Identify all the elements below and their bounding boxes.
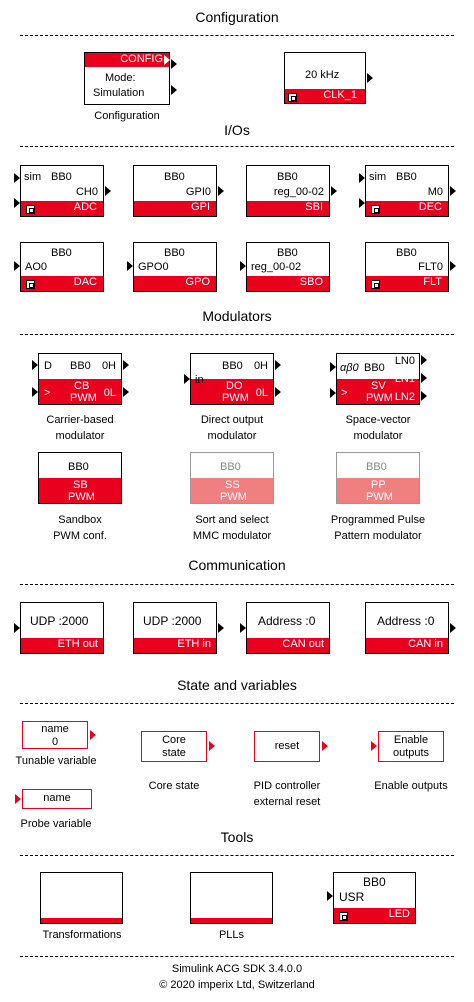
enable-outputs-input-port-icon <box>371 741 377 751</box>
sbi-board-label: BB0 <box>277 171 298 183</box>
flt-output-port-icon <box>450 261 456 271</box>
pp-pwm-label: PWM <box>366 491 393 503</box>
enable-outputs-line1: Enable <box>393 734 429 746</box>
core-state-line1: Core <box>162 734 186 746</box>
sv-out-ln1: LN1 <box>394 373 415 385</box>
dec-output-port-icon <box>450 186 456 196</box>
can-out-input-port-icon <box>240 623 246 633</box>
do-caption <box>172 412 292 444</box>
core-state-line2: state <box>162 747 186 759</box>
ss-board-label: BB0 <box>220 461 241 473</box>
dac-channel-label: AO0 <box>25 261 48 273</box>
cb-block[interactable] <box>38 353 122 405</box>
tunable-name: name <box>41 723 69 735</box>
do-out-high: 0H <box>253 360 268 372</box>
gpi-bar-label: GPI <box>191 201 210 213</box>
sv-input-label: αβ0 <box>340 362 359 374</box>
clk-freq-label: 20 kHz <box>305 69 340 81</box>
sbo-board-label: BB0 <box>277 247 298 259</box>
do-input-port-icon <box>184 374 190 384</box>
pp-caption-line2: Pattern modulator <box>334 530 422 542</box>
pp-type-label: PP <box>371 479 386 491</box>
adc-block[interactable] <box>20 165 104 217</box>
config-output-port-icon <box>164 55 170 65</box>
sbi-bar <box>247 201 329 216</box>
flt-block[interactable] <box>365 242 449 292</box>
can-in-bar <box>366 638 448 653</box>
sv-out-ln0: LN0 <box>394 355 415 367</box>
sv-pwm-label: PWM <box>366 392 393 404</box>
eth-out-bar-label: ETH out <box>57 638 98 650</box>
can-in-block[interactable] <box>365 602 449 654</box>
sb-pwm-label: PWM <box>68 491 95 503</box>
cb-output-port-icon <box>123 360 129 370</box>
section-title-ios: I/Os <box>224 122 250 138</box>
eth-out-bar <box>21 638 103 653</box>
pid-reset-caption-line1: PID controller <box>253 780 321 792</box>
gpi-bar <box>134 201 216 216</box>
cb-type-label: CB <box>74 380 90 392</box>
pp-block[interactable] <box>336 452 420 504</box>
section-divider <box>20 956 454 957</box>
core-state-caption: Core state <box>148 780 200 792</box>
sbo-input-port-icon <box>240 261 246 271</box>
dac-board-label: BB0 <box>51 247 72 259</box>
section-title-communication: Communication <box>188 557 286 573</box>
led-usr-label: USR <box>339 890 365 904</box>
adc-sim-label: sim <box>24 171 42 183</box>
section-divider <box>20 146 454 147</box>
pp-caption <box>308 512 448 544</box>
gpi-output-port-icon <box>218 186 224 196</box>
core-state-block[interactable] <box>141 731 207 762</box>
config-block[interactable] <box>84 52 170 105</box>
ss-block[interactable] <box>190 452 274 504</box>
library-link-icon <box>371 280 380 289</box>
ss-caption-line2: MMC modulator <box>192 530 272 542</box>
do-caption-line2: modulator <box>207 430 257 442</box>
can-out-label: Address :0 <box>258 614 316 628</box>
probe-caption: Probe variable <box>20 818 92 830</box>
sbo-block[interactable] <box>246 242 330 292</box>
config-caption: Configuration <box>94 110 160 122</box>
do-caption-line1: Direct output <box>200 414 264 426</box>
sbi-block[interactable] <box>246 165 330 217</box>
sv-output-port-icon <box>421 373 427 383</box>
config-bar-label: CONFIG <box>120 53 163 65</box>
enable-outputs-caption: Enable outputs <box>374 780 448 792</box>
dec-input-port-icon <box>359 173 365 183</box>
cb-pwm-label: PWM <box>70 392 97 404</box>
gpo-bar-label: GPO <box>185 276 210 288</box>
library-link-icon <box>288 93 297 102</box>
eth-in-output-port-icon <box>218 623 224 633</box>
sv-input-port-icon <box>330 388 336 398</box>
pid-reset-caption <box>227 778 347 810</box>
sv-caption <box>318 412 438 444</box>
can-in-bar-label: CAN in <box>408 638 443 650</box>
sb-board-label: BB0 <box>68 461 89 473</box>
adc-bar-label: ADC <box>73 201 97 213</box>
library-link-icon <box>26 280 35 289</box>
ss-type-label: SS <box>225 479 240 491</box>
config-bar <box>85 53 169 67</box>
cb-input-port-icon <box>32 360 38 370</box>
sb-caption-line2: PWM conf. <box>53 530 107 542</box>
footer-version: Simulink ACG SDK 3.4.0.0 <box>171 963 303 975</box>
section-title-state: State and variables <box>177 677 297 693</box>
ss-caption-line1: Sort and select <box>195 514 269 526</box>
cb-carrier-port-label: > <box>44 387 51 399</box>
enable-outputs-line2: outputs <box>392 747 430 759</box>
do-out-low: 0L <box>255 387 268 399</box>
plls-bar <box>191 918 272 923</box>
clk-bar-label: CLK_1 <box>323 89 357 101</box>
sb-caption-line1: Sandbox <box>58 514 102 526</box>
sbo-bar-label: SBO <box>299 276 323 288</box>
dec-block[interactable] <box>365 165 449 217</box>
sv-board-label: BB0 <box>364 362 385 374</box>
pid-reset-label: reset <box>274 740 300 752</box>
sbi-output-port-icon <box>331 186 337 196</box>
sv-caption-line2: modulator <box>353 430 403 442</box>
sv-output-port-icon <box>421 355 427 365</box>
probe-variable-block[interactable] <box>22 789 92 809</box>
eth-out-input-port-icon <box>14 623 20 633</box>
library-link-icon <box>339 912 348 921</box>
cb-caption-line1: Carrier-based <box>46 414 114 426</box>
sv-input-port-icon <box>330 362 336 372</box>
do-output-port-icon <box>275 387 281 397</box>
gpi-block[interactable] <box>133 165 217 217</box>
cb-board-label: BB0 <box>70 360 91 372</box>
dec-channel-label: M0 <box>427 186 443 198</box>
dec-sim-label: sim <box>369 171 387 183</box>
gpo-block[interactable] <box>133 242 217 292</box>
cb-duty-label: D <box>44 360 52 372</box>
tunable-caption: Tunable variable <box>15 755 97 767</box>
flt-bar-label: FLT <box>423 276 442 288</box>
adc-board-label: BB0 <box>51 171 72 183</box>
tunable-variable-block[interactable] <box>22 721 88 749</box>
section-title-tools: Tools <box>220 829 254 845</box>
plls-caption: PLLs <box>218 929 245 941</box>
do-input-label: in <box>195 374 204 386</box>
config-mode-value: Simulation <box>93 87 145 99</box>
do-output-port-icon <box>275 360 281 370</box>
cb-out-high: 0H <box>101 360 116 372</box>
gpi-board-label: BB0 <box>164 171 185 183</box>
library-link-icon <box>26 205 35 214</box>
sb-caption <box>20 512 140 544</box>
led-bar-label: LED <box>388 908 410 920</box>
eth-in-bar <box>134 638 216 653</box>
transformations-caption: Transformations <box>42 929 122 941</box>
adc-input-port-icon <box>14 198 20 208</box>
section-divider <box>20 855 454 856</box>
do-board-label: BB0 <box>222 360 243 372</box>
sv-out-ln2: LN2 <box>394 391 415 403</box>
ss-caption <box>172 512 292 544</box>
sv-block[interactable] <box>336 353 420 405</box>
pp-board-label: BB0 <box>366 461 387 473</box>
cb-output-port-icon <box>123 387 129 397</box>
do-pwm-label: PWM <box>222 392 249 404</box>
adc-input-port-icon <box>14 173 20 183</box>
sb-type-label: SB <box>73 479 88 491</box>
adc-channel-label: CH0 <box>75 186 98 198</box>
probe-input-port-icon <box>15 794 21 804</box>
footer-copyright: © 2020 imperix Ltd, Switzerland <box>159 979 315 991</box>
transformations-bar <box>41 918 122 923</box>
eth-out-block[interactable] <box>20 602 104 654</box>
pid-reset-output-port-icon <box>322 741 328 751</box>
cb-caption <box>20 412 140 444</box>
dac-bar-label: DAC <box>73 276 97 288</box>
ss-pwm-label: PWM <box>220 491 247 503</box>
library-link-icon <box>371 205 380 214</box>
config-output-port-icon <box>171 59 177 69</box>
tunable-output-port-icon <box>90 730 96 740</box>
can-in-label: Address :0 <box>377 614 435 628</box>
do-block[interactable] <box>190 353 274 405</box>
can-out-bar <box>247 638 329 653</box>
eth-in-bar-label: ETH in <box>177 638 211 650</box>
sb-block[interactable] <box>38 452 122 504</box>
clk-bar <box>285 89 365 103</box>
led-input-port-icon <box>327 891 333 901</box>
can-out-bar-label: CAN out <box>282 638 324 650</box>
sv-type-label: SV <box>371 380 386 392</box>
eth-out-label: UDP :2000 <box>30 614 89 628</box>
dec-bar-label: DEC <box>418 201 442 213</box>
sbo-bar <box>247 276 329 291</box>
flt-board-label: BB0 <box>396 247 417 259</box>
section-title-configuration: Configuration <box>195 9 279 25</box>
config-output-port-icon <box>171 85 177 95</box>
dac-block[interactable] <box>20 242 104 292</box>
cb-caption-line2: modulator <box>55 430 105 442</box>
flt-channel-label: FLT0 <box>418 261 443 273</box>
can-out-block[interactable] <box>246 602 330 654</box>
dec-board-label: BB0 <box>396 171 417 183</box>
section-divider <box>20 703 454 704</box>
eth-in-label: UDP :2000 <box>143 614 202 628</box>
adc-output-port-icon <box>105 186 111 196</box>
led-board-label: BB0 <box>363 875 386 889</box>
pp-caption-line1: Programmed Pulse <box>330 514 426 526</box>
section-divider <box>20 584 454 585</box>
pid-reset-block[interactable] <box>254 731 320 762</box>
can-in-output-port-icon <box>450 623 456 633</box>
clk-output-port-icon <box>367 73 373 83</box>
cb-input-port-icon <box>32 387 38 397</box>
sbi-channel-label: reg_00-02 <box>273 186 324 198</box>
sbi-bar-label: SBI <box>305 201 323 213</box>
pid-reset-caption-line2: external reset <box>253 796 321 808</box>
do-type-label: DO <box>226 380 243 392</box>
cb-out-low: 0L <box>103 387 116 399</box>
gpo-bar <box>134 276 216 291</box>
sv-carrier-port-label: > <box>341 387 348 399</box>
dec-input-port-icon <box>359 198 365 208</box>
gpo-channel-label: GPO0 <box>138 261 169 273</box>
tunable-value: 0 <box>51 736 59 748</box>
section-divider <box>20 334 454 335</box>
transformations-block[interactable] <box>40 872 123 924</box>
enable-outputs-block[interactable] <box>378 731 444 762</box>
eth-in-block[interactable] <box>133 602 217 654</box>
sv-caption-line1: Space-vector <box>345 414 411 426</box>
gpo-input-port-icon <box>127 261 133 271</box>
core-state-output-port-icon <box>209 741 215 751</box>
gpo-board-label: BB0 <box>164 247 185 259</box>
plls-block[interactable] <box>190 872 273 924</box>
config-mode-label: Mode: <box>105 72 136 84</box>
section-title-modulators: Modulators <box>202 308 272 324</box>
dac-input-port-icon <box>14 261 20 271</box>
clk-block[interactable] <box>284 52 366 104</box>
led-block[interactable] <box>333 872 416 924</box>
probe-name: name <box>43 792 71 804</box>
sv-output-port-icon <box>421 391 427 401</box>
sbo-channel-label: reg_00-02 <box>251 261 302 273</box>
section-divider <box>20 35 454 36</box>
gpi-channel-label: GPI0 <box>185 186 211 198</box>
